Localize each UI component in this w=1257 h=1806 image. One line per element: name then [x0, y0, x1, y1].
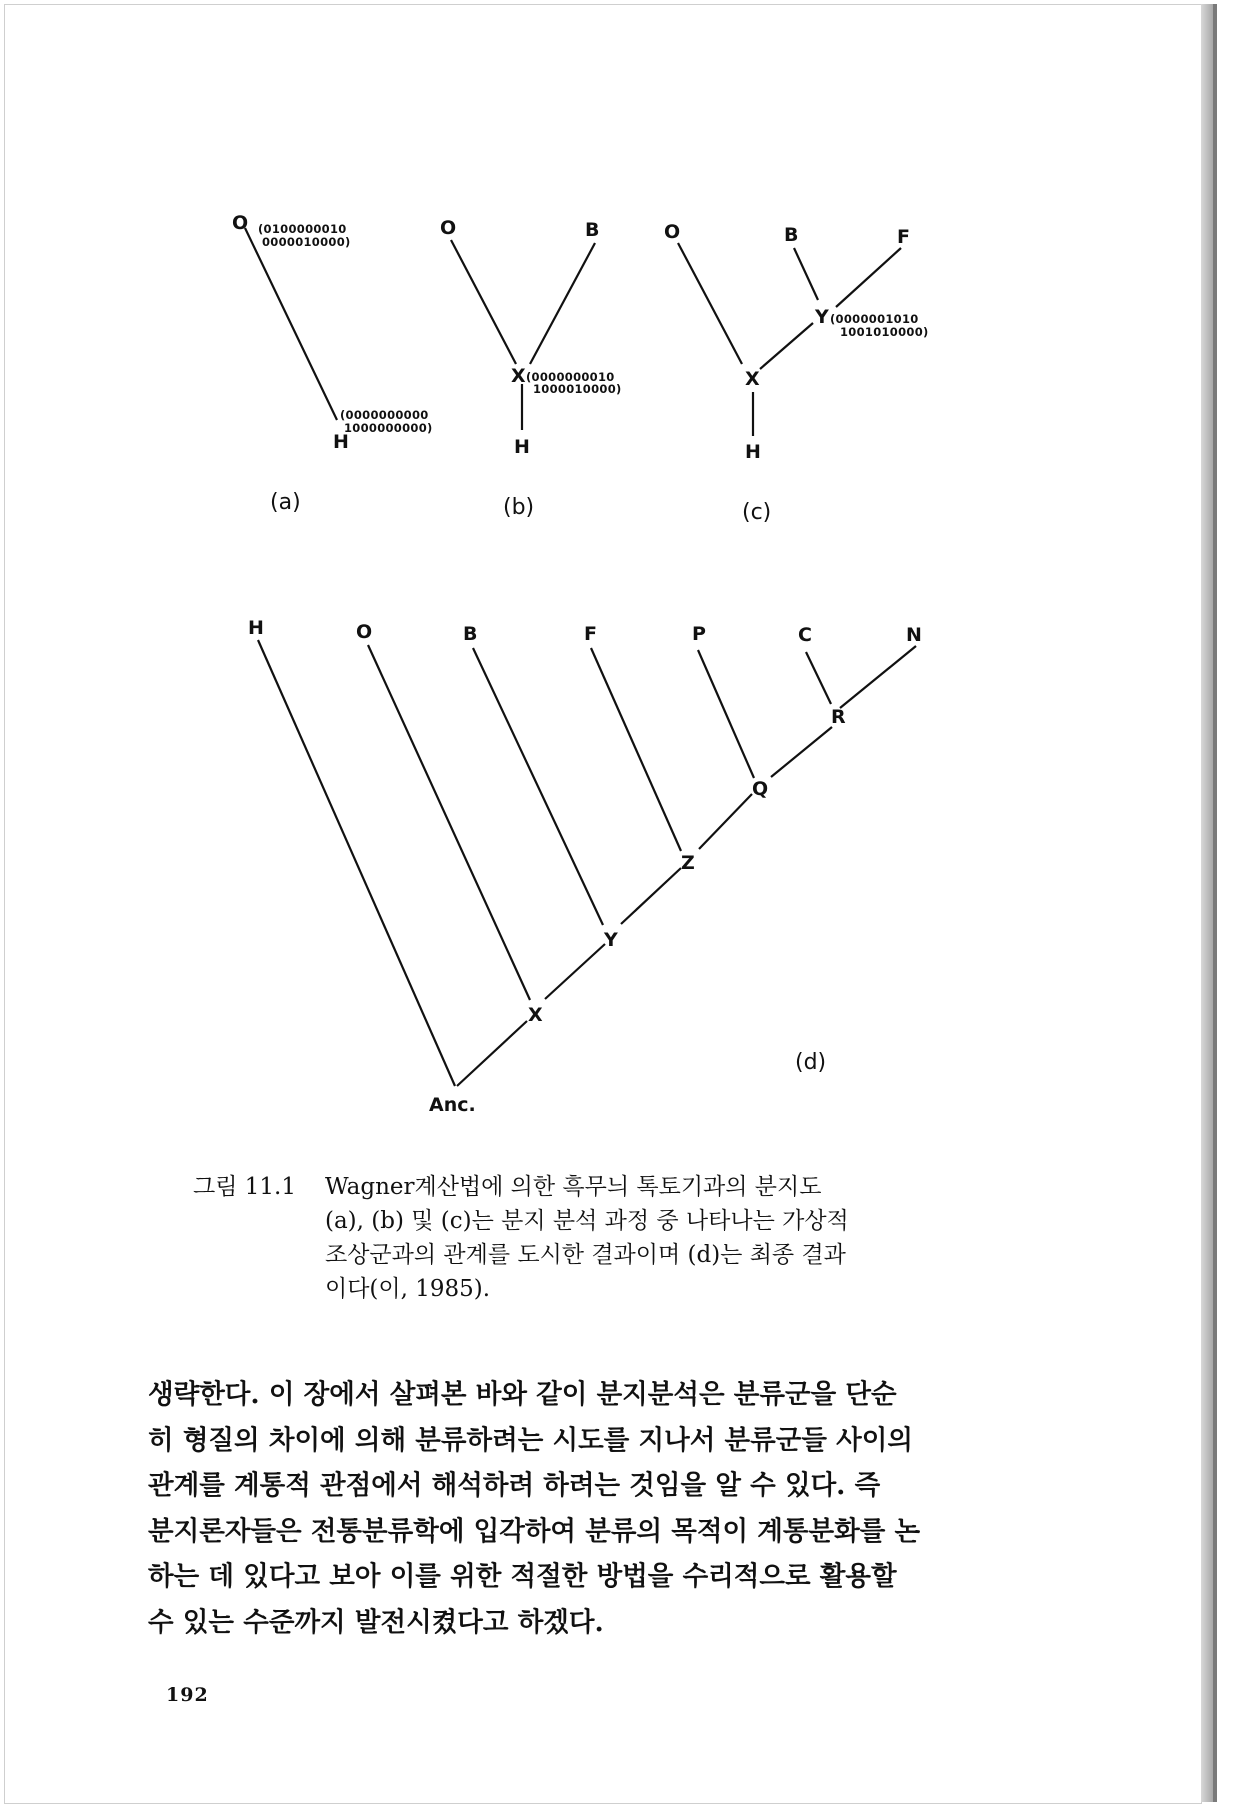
- panel-label-c: (c): [742, 500, 772, 525]
- panel-label-d: (d): [795, 1050, 827, 1075]
- edge-y-x: [760, 323, 813, 369]
- node-b: B: [585, 219, 600, 241]
- panel-label-b: (b): [503, 495, 535, 520]
- caption-line: 조상군과의 관계를 도시한 결과이며 (d)는 최종 결과: [325, 1242, 846, 1268]
- tip-h: H: [248, 617, 264, 639]
- edge-x-anc: [457, 1021, 527, 1086]
- code-y-1: (0000001010: [830, 312, 919, 326]
- tip-p: P: [692, 623, 706, 645]
- tip-b: B: [463, 623, 478, 645]
- node-x: X: [745, 368, 760, 390]
- node-f: F: [897, 226, 910, 248]
- code-y-2: 1001010000): [840, 325, 929, 339]
- node-b: B: [784, 224, 799, 246]
- caption-label: 그림 11.1: [193, 1174, 296, 1200]
- edge-o-x: [451, 240, 516, 364]
- node-o: O: [440, 217, 457, 239]
- page-number: 192: [166, 1684, 209, 1706]
- edge-h-anc: [258, 640, 455, 1086]
- edge-b-x: [530, 243, 595, 364]
- edge-y-x: [545, 944, 605, 999]
- node-q: Q: [752, 778, 769, 800]
- edge-b-y: [794, 248, 818, 300]
- caption-line: (a), (b) 및 (c)는 분지 분석 과정 중 나타나는 가상적: [325, 1208, 849, 1234]
- code-x-2: 1000010000): [533, 382, 622, 396]
- caption-text: [325, 1170, 1155, 1306]
- edge-z-y: [621, 868, 681, 924]
- body-line: 수 있는 수준까지 발전시켰다고 하겠다.: [148, 1606, 604, 1638]
- tip-n: N: [906, 624, 922, 646]
- node-y: Y: [815, 306, 829, 328]
- node-o: O: [232, 212, 249, 234]
- body-line: 하는 데 있다고 보아 이를 위한 적절한 방법을 수리적으로 활용할: [148, 1561, 897, 1592]
- panel-c: [664, 221, 929, 525]
- edge-q-z: [699, 794, 752, 849]
- code-o-2: 0000010000): [262, 235, 351, 249]
- code-h-1: (0000000000: [340, 408, 429, 422]
- edge-o-x: [678, 243, 742, 364]
- node-h: H: [745, 441, 761, 463]
- node-o: O: [664, 221, 681, 243]
- tip-f: F: [584, 623, 597, 645]
- node-anc: Anc.: [429, 1094, 476, 1116]
- body-line: 관계를 계통적 관점에서 해석하려 하려는 것임을 알 수 있다. 즉: [148, 1470, 881, 1501]
- node-x: X: [511, 365, 526, 387]
- code-h-2: 1000000000): [344, 421, 433, 435]
- tip-c: C: [798, 624, 812, 646]
- panel-b: [440, 217, 622, 520]
- edge-o-h: [245, 228, 337, 420]
- node-y: Y: [604, 929, 618, 951]
- code-o-1: (0100000010: [258, 222, 347, 236]
- edge-f-y: [836, 248, 901, 307]
- edge-r-q: [771, 727, 832, 777]
- node-r: R: [831, 706, 846, 728]
- body-line: 생략한다. 이 장에서 살펴본 바와 같이 분지분석은 분류군을 단순: [148, 1379, 897, 1410]
- caption-line: Wagner계산법에 의한 흑무늬 톡토기과의 분지도: [325, 1174, 822, 1200]
- edge-n-r: [840, 646, 916, 708]
- node-x: X: [528, 1004, 543, 1026]
- tip-o: O: [356, 621, 373, 643]
- edge-b-y: [473, 648, 603, 925]
- panel-label-a: (a): [270, 490, 301, 515]
- panel-a: [232, 212, 433, 515]
- edge-c-r: [806, 652, 831, 704]
- code-x-1: (0000000010: [526, 370, 615, 384]
- node-h: H: [514, 436, 530, 458]
- panel-d: [248, 617, 922, 1116]
- body-line: 히 형질의 차이에 의해 분류하려는 시도를 지나서 분류군들 사이의: [148, 1424, 913, 1456]
- caption-line: 이다(이, 1985).: [325, 1276, 491, 1302]
- body-line: 분지론자들은 전통분류학에 입각하여 분류의 목적이 계통분화를 논: [148, 1515, 921, 1547]
- edge-p-q: [698, 650, 754, 778]
- node-z: Z: [681, 852, 695, 874]
- node-h: H: [333, 431, 349, 453]
- body-paragraph: [148, 1372, 1028, 1645]
- edge-f-z: [591, 648, 681, 851]
